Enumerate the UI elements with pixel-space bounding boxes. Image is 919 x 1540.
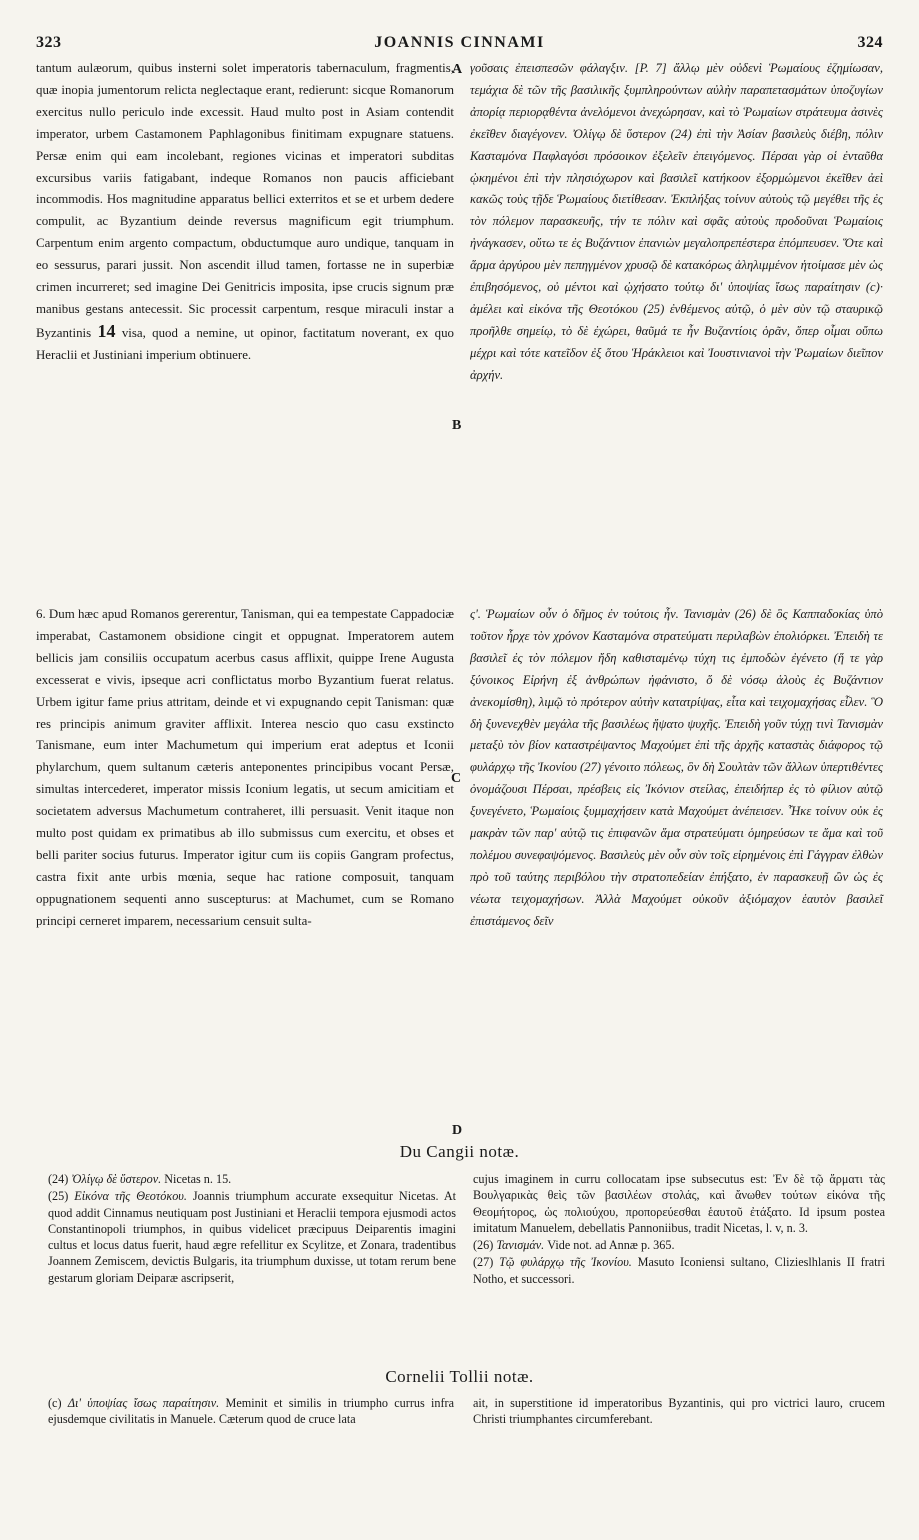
latin-column-upper [36, 58, 454, 367]
page-header [36, 34, 883, 58]
note-number: (c) [48, 1396, 62, 1410]
margin-marker-c: C [451, 771, 462, 786]
du-cange-notes-title: Du Cangii notæ. [399, 1142, 520, 1161]
note-text: Joannis triumphum accurate exsequitur Nicetas. At quod addit Cinnamus neutiquam post Justiniani et Heraclii tempora ejusmodi actos Constantinopoli triumphos, in quibus videlicet præcipuus Deiparentis imagini cultus et locus datus fuerit, haud ægre refellitur ex Scylitze, et Zonara, tradentibus Joannem Zemiscem, devictis Bulgaris, ita triumphum duxisse, ut totam rerum bene gestarum gloriam Deiparæ ascripserit, [48, 1189, 457, 1285]
note-c [48, 1395, 454, 1428]
greek-paragraph: γοῦσαις ἐπεισπεσῶν φάλαγξιν. [P. 7] ἄλλῳ μὲν οὐδενὶ Ῥωμαίους ἐζημίωσαν, τεμάχια δὲ τῶν τῆς βασιλικῆς ξυμπληρούντων αὐλὴν παραπετασμάτων ὑποζυγίων ἀπορίᾳ περιορᾳθέντα ἀνελόμενοι ἀνεχώρησαν, καὶ τὸ Ῥωμαίων στράτευμα ἀσινὲς ἐκεῖθεν διαγέγονεν. Ὀλίγῳ δὲ ὕστερον (24) ἐπὶ τὴν Ἀσίαν βασιλεὺς διέβη, πόλιν Κασταμόνα Παφλαγόσι πρόσοικον ἐξελεῖν ἐπειγόμενος. Πέρσαι γὰρ οἱ ἐνταῦθα ᾠκημένοι ἐπὶ τὴν πλησιόχωρον καὶ βασιλεῖ κατήκοον ἐξορμώμενοι ἐκεῖθεν ἀεὶ κακῶς τοὺς τῇδε Ῥωμαίους διετίθεσαν. Ἐκπλήξας τοίνυν αὐτοὺς τῷ μεγέθει τῆς ἐς τὸν πόλεμον παρασκευῆς, τήν τε πόλιν καὶ σφᾶς αὐτοὺς προδοῦναι Ῥωμαίοις ἠνάγκασεν, οὕτω τε ἐς Βυζάντιον ἐπανιὼν μεγαλοπρεπέστερα ἐπόμπευσεν. Ὅτε καὶ ἅρμα ἀργύρου μὲν πεπηγμένον χρυσῷ δὲ κατακόρως ἀληλιμμένον ἡτοίμασε μὲν ὡς ἐπιβησόμενος, οὐ μέντοι καὶ ᾠχήσατο τούτῳ δι' ὑποψίας ἴσως παραίτησιν (c)· ἀμέλει καὶ εἰκόνα τῆς Θεοτόκου (25) ἐνθέμενος αὐτῷ, ὁ μὲν σὺν τῷ σταυρικῷ προῆλθε σημείῳ, τὸ δὲ ἐχώρει, θαῦμά τε ἦν Βυζαντίοις ὁρᾶν, ὅπερ οἶμαι οὔπω μέχρι καὶ τότε κατεῖδον ἐξ ὅτου Ἡράκλειοι καὶ Ἰουστινιανοὶ τὴν Ῥωμαίων διεῖπον ἀρχήν. [470, 61, 883, 382]
note-lemma: Δι' ὑποψίας ἴσως παραίτησιν. [67, 1396, 220, 1410]
tollius-notes-left [48, 1395, 454, 1428]
latin-paragraph [36, 58, 454, 367]
note-number: (24) [48, 1172, 69, 1186]
margin-marker-b: B [452, 418, 462, 433]
greek-column-upper [470, 58, 883, 387]
latin-text: tantum aulæorum, quibus insterni solet imperatoris tabernaculum, fragmentis, quæ inopia jumentorum relicta neglectaque erant, redierunt: sicque Romanorum exercitus nullo periculo inde excessit. Haud multo post in Asiam contendit imperator, urbem Castamonem Paphlagonibus finitimam expugnare statuens. Persæ enim qui eam incolebant, regiones vicinas et imperatori subditas excursibus variis fatigabant, indeque Romanos non paucis afficiebant incommodis. Hos magnitudine apparatus bellici exterritos et se et urbem dedere compulit, ac Byzantium deinde reversus magnificum egit triumphum. Carpentum enim argento compactum, obductumque auro undique, tanquam in eo sessurus, parari jussit. Non ascendit illud tamen, fortasse ne in superbiæ crimen incurreret; sed imagine Dei Genitricis imposita, ipse crucis signum præ manibus gestans antecessit. Sic processit carpentum, resque miraculi instar a Byzantinis [36, 61, 454, 340]
note-c-continued: ait, in superstitione id imperatoribus Byzantinis, qui pro victrici lauro, crucem Christi triumphantes circumferebant. [473, 1396, 885, 1427]
note-lemma: Τῷ φυλάρχῳ τῆς Ἰκονίου. [499, 1255, 632, 1270]
note-text: Vide not. ad Annæ p. 365. [547, 1238, 675, 1253]
note-number: (27) [473, 1255, 494, 1270]
margin-marker-d: D [452, 1123, 463, 1138]
greek-column-lower [470, 604, 883, 933]
note-25-continued: cujus imaginem in curru collocatam ipse subsecutus est: Ἐν δὲ τῷ ἅρματι τὰς Βουλγαρικὰς θεὶς τῶν βασιλέων στολάς, καὶ ἄνωθεν τούτων εἰκόνα τῆς Θεομήτορος, ὡς πολιούχου, προπορεύεσθαι ἑαυτοῦ ἐτάξατο. Id ipsum postea imitatum Manuelem, debellatis Pannoniibus, tradit Nicetas, l. v, n. 3. [473, 1172, 885, 1235]
latin-paragraph: 6. Dum hæc apud Romanos gererentur, Tanisman, qui ea tempestate Cappadociæ imperabat, Castamonem obsidione cingit et oppugnat. Imperatorem autem bellicis jam consiliis occupatum acerbus casus afflixit, quippe Irene Augusta excesserat e vivis, ipseque acri conflictatus morbo Byzantium fuerat relatus. Urbem igitur fame prius attritam, deinde et vi expugnando cepit Tanisman: quæ res principis animum graviter afflixit. Interea nescio quo casu exstincto Tanismane, eum inter Machumetum qui imperium erat adeptus et Iconii phylarchum, quem sultanum cæteris anteponentes principibus vocant Persæ, simultas intercederet, imperator missis Iconium legatis, ut secum amicitiam et societatem adversus Machumetum contraheret, illi persuasit. Venit itaque non multo post quidam ex primatibus ab illo submissus cum exercitu, et obses et belli pariter socius futurus. Imperator igitur cum iis copiis Gangram profectus, castra fixit ante urbis mœnia, seque hac ratione composuit, tanquam oppugnationem sequenti anno suscepturus: at Machumet, cum se Romano principi cerneret imparem, necessarium censuit sulta- [36, 607, 454, 928]
note-text: Meminit et similis in triumpho currus infra ejusdemque civilitatis in Manuele. Cæterum quod de cruce lata [48, 1396, 455, 1427]
note-26 [473, 1237, 885, 1253]
running-title: JOANNIS CINNAMI [374, 34, 545, 51]
greek-paragraph: ς'. Ῥωμαίων οὖν ὁ δῆμος ἐν τούτοις ἦν. Τανισμὰν (26) δὲ ὃς Καππαδοκίας ὑπὸ τοῦτον ἦρχε τὸν χρόνον Κασταμόνα στρατεύματι περιλαβὼν ἐπολιόρκει. Ἐπειδὴ τε βασιλεῖ ἐς τὸν πόλεμον ἤδη καθισταμένῳ τύχη τις ἐμποδὼν ἐγένετο (ἥ τε γὰρ ξύνοικος Εἰρήνη ἐξ ἀνθρώπων ἠφάνιστο, ὅ δὲ νόσῳ ἁλοὺς ἐς Βυζάντιον ἀνεκομίσθη), λιμῷ τὸ πρότερον αὐτὴν κατατρίψας, εἶτα καὶ τειχομαχήσας εἷλεν. Ὃ δὴ ξυνενεχθὲν μεγάλα τῆς βασιλέως ἥψατο ψυχῆς. Ἐπειδὴ γοῦν τύχῃ τινὶ Τανισμὰν μεταξὺ τὸν βίον καταστρέψαντος Μαχούμετ ἐπὶ τῆς ἀρχῆς καταστὰς διάφορος τῷ φυλάρχῳ τῆς Ἰκονίου (27) γένοιτο πόλεως, ὃν δὴ Σουλτὰν τῶν ἄλλων ὑπερτιθέντες ὀνομάζουσι Πέρσαι, πρέσβεις εἰς Ἰκόνιον στείλας, ἐπειδήπερ ἐς τὸ φίλιον αὐτῷ ξυνεγένετο, Ῥωμαίοις ξυμμαχήσειν κατὰ Μαχούμετ ἀνέπεισεν. Ἧκε τοίνυν οὐκ ἐς μακρὰν τῶν παρ' αὐτῷ τις ἐπιφανῶν ἅμα στρατεύματι ὁμηρεύσων τε ἅμα καὶ τοῦ πολέμου συνεφαψόμενος. Βασιλεὺς μὲν οὖν σὺν τοῖς εἰρημένοις ἐπὶ Γάγγραν ἐλθὼν πρὸ τοῦ ταύτης περιβόλου τὴν στρατοπεδείαν ἐπήξατο, ἐν παρασκευῇ ὢν ὡς ἐς νέωτα τειχομαχήσων. Ἀλλὰ Μαχούμετ οὐκοῦν ἀξιόμαχον ἑαυτὸν βασιλεῖ ἐπιστάμενος δεῖν [470, 607, 883, 928]
latin-column-lower [36, 604, 454, 933]
inline-page-number: 14 [97, 320, 116, 341]
note-text: Masuto Iconiensi sultano, Clizieslhlanis II fratri Notho, et successori. [473, 1255, 886, 1286]
note-25 [48, 1188, 456, 1286]
note-24 [48, 1171, 456, 1187]
note-number: (26) [473, 1238, 494, 1253]
note-text: Nicetas n. 15. [164, 1172, 232, 1186]
tollius-notes-title: Cornelii Tollii notæ. [385, 1367, 534, 1386]
tollius-notes-right [473, 1395, 885, 1428]
note-lemma: Τανισμάν. [496, 1238, 545, 1253]
page-number-left: 323 [36, 34, 62, 51]
page-number-right: 324 [857, 34, 883, 51]
du-cange-notes-left [48, 1171, 456, 1287]
margin-marker-a: A [452, 62, 463, 77]
note-27 [473, 1254, 885, 1287]
du-cange-notes-right [473, 1171, 885, 1288]
note-lemma: Ὀλίγῳ δὲ ὕστερον. [71, 1172, 162, 1186]
note-lemma: Εἰκόνα τῆς Θεοτόκου. [74, 1189, 187, 1204]
latin-text: visa, quod a nemine, ut opinor, factitatum noverant, ex quo Heraclii et Justiniani imperium obtinuere. [36, 325, 454, 362]
note-number: (25) [48, 1189, 69, 1204]
